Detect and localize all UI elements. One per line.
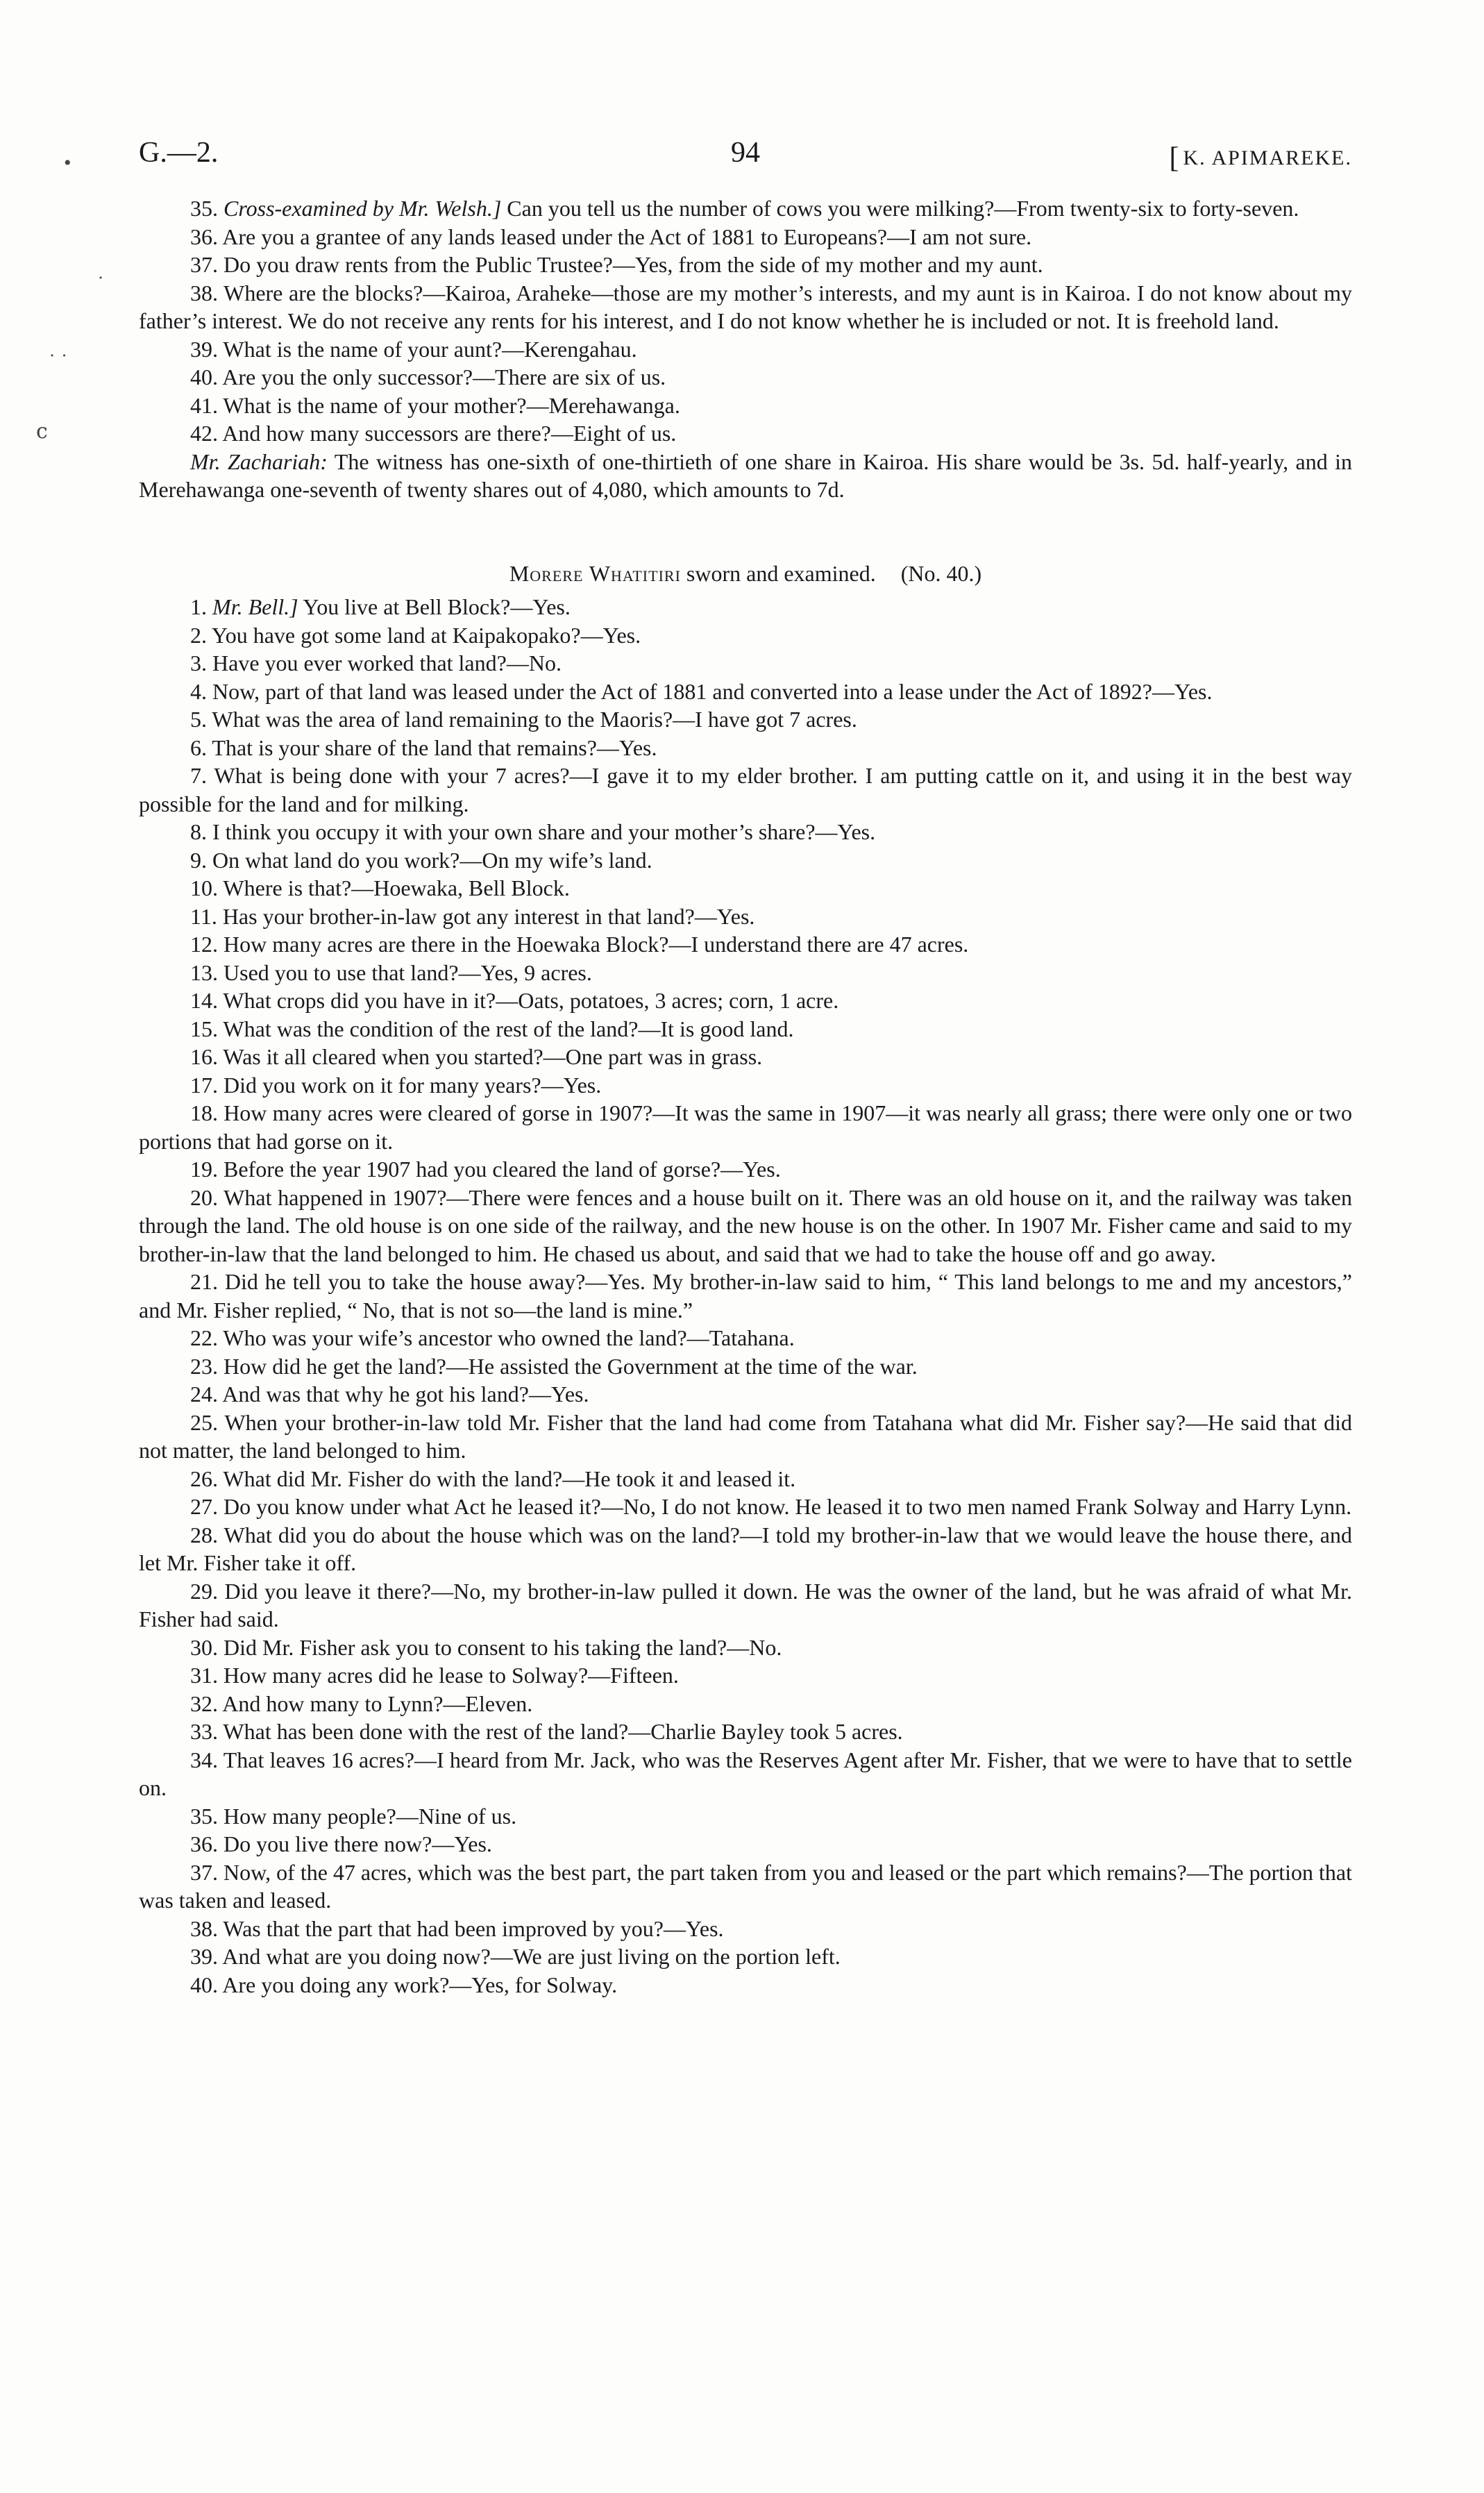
question-text: Now, of the 47 acres, which was the best part, the part taken from you and leased or the part which remains?—The portion that was taken and leased. [139, 1859, 1353, 1913]
question-text: How many acres are there in the Hoewaka Block?—I understand there are 47 acres. [224, 932, 969, 957]
question-number: 35. [190, 196, 218, 221]
question-number: 34. [190, 1747, 218, 1772]
question-text: On what land do you work?—On my wife’s land. [212, 847, 652, 873]
question-paragraph [139, 762, 1352, 818]
margin-mark: ˙ [97, 272, 104, 295]
question-text: What was the condition of the rest of the land?—It is good land. [223, 1016, 794, 1041]
question-number: 3. [190, 650, 207, 675]
question-text: Before the year 1907 had you cleared the land of gorse?—Yes. [224, 1157, 781, 1182]
question-paragraph [139, 392, 1352, 420]
question-paragraph [139, 223, 1352, 251]
question-paragraph [139, 1746, 1352, 1802]
question-paragraph [139, 194, 1352, 223]
question-paragraph [139, 1577, 1352, 1634]
question-number: 38. [190, 1915, 218, 1941]
question-number: 27. [190, 1494, 218, 1519]
question-number: 14. [190, 988, 218, 1013]
question-text: And was that why he got his land?—Yes. [222, 1382, 589, 1407]
question-number: 6. [190, 735, 207, 760]
question-number: 39. [190, 336, 218, 362]
question-text: How many acres were cleared of gorse in 1907?—It was the same in 1907—it was nearly all grass; there were only one or two portions that had gorse on it. [139, 1100, 1353, 1154]
question-text: You have got some land at Kaipakopako?—Yes. [211, 622, 641, 648]
question-paragraph [139, 678, 1352, 706]
question-paragraph [139, 959, 1352, 987]
question-paragraph [139, 1690, 1352, 1718]
question-paragraph [139, 705, 1352, 734]
question-number: 9. [190, 847, 207, 873]
question-number: 28. [190, 1522, 218, 1547]
question-paragraph [139, 1971, 1352, 1999]
question-number: 15. [190, 1016, 218, 1041]
question-text: Did Mr. Fisher ask you to consent to his taking the land?—No. [224, 1634, 782, 1660]
question-text: Has your brother-in-law got any interest in that land?—Yes. [222, 903, 755, 929]
question-number: 12. [190, 932, 218, 957]
margin-mark: • [64, 151, 71, 174]
question-number: 37. [190, 252, 218, 277]
question-number: 38. [190, 280, 218, 305]
document-body [139, 194, 1352, 1999]
question-paragraph [139, 1942, 1352, 1971]
question-text: Used you to use that land?—Yes, 9 acres. [224, 959, 592, 985]
question-text: Did you work on it for many years?—Yes. [224, 1072, 602, 1098]
question-paragraph [139, 903, 1352, 931]
question-text: When your brother-in-law told Mr. Fisher that the land had come from Tatahana what did Mr. Fisher say?—He said that did not matter, the land belonged to him. [139, 1409, 1353, 1463]
witness-number: (No. 40.) [900, 560, 982, 586]
question-text: How did he get the land?—He assisted the Government at the time of the war. [224, 1353, 918, 1379]
question-number: 10. [190, 875, 218, 900]
question-paragraph [139, 1155, 1352, 1184]
question-paragraph [139, 363, 1352, 392]
page-number: 94 [731, 137, 760, 169]
question-text: I think you occupy it with your own share and your mother’s share?—Yes. [212, 819, 876, 844]
question-text: Can you tell us the number of cows you were milking?—From twenty-six to forty-seven. [501, 196, 1299, 221]
question-paragraph [139, 1380, 1352, 1409]
question-number: 37. [190, 1859, 218, 1885]
question-text: What was the area of land remaining to the Maoris?—I have got 7 acres. [212, 707, 857, 732]
question-text: What did you do about the house which was on the land?—I told my brother-in-law that we would leave the house there, and let Mr. Fisher take it off. [139, 1522, 1353, 1575]
speaker-lead: Mr. Zachariah: [190, 448, 328, 474]
question-text: Where are the blocks?—Kairoa, Araheke—those are my mother’s interests, and my aunt is in Kairoa. I do not know about my father’s interest. We do not receive any rents for his interest, and I do not know whether he is included or not. It is freehold land. [139, 280, 1353, 333]
question-text: Where is that?—Hoewaka, Bell Block. [223, 875, 570, 900]
question-number: 24. [190, 1382, 218, 1407]
question-paragraph [139, 1071, 1352, 1100]
question-text: Did he tell you to take the house away?—Yes. My brother-in-law said to him, “ This land belongs to me and my ancestors,” and Mr. Fisher replied, “ No, that is not so—the land is mine.” [139, 1269, 1353, 1323]
question-number: 25. [190, 1409, 218, 1435]
testimony-section-2 [139, 593, 1352, 1999]
question-number: 21. [190, 1269, 218, 1294]
question-number: 23. [190, 1353, 218, 1379]
question-paragraph [139, 930, 1352, 959]
question-text: What has been done with the rest of the land?—Charlie Bayley took 5 acres. [223, 1719, 903, 1744]
question-number: 8. [190, 819, 207, 844]
question-paragraph [139, 448, 1352, 504]
question-text: Are you the only successor?—There are six of us. [222, 364, 666, 389]
question-paragraph [139, 1915, 1352, 1943]
question-text: What happened in 1907?—There were fences and a house built on it. There was an old house on it, and the railway was taken through the land. The old house is on one side of the railway, and the new house is on the other. In 1907 Mr. Fisher came and said to my brother-in-law that the land belonged to him. He chased us about, and said that we had to take the house off and go away. [139, 1184, 1353, 1266]
document-code: G.—2. [139, 137, 219, 169]
question-number: 20. [190, 1184, 218, 1210]
question-number: 1. [190, 594, 207, 619]
question-paragraph [139, 1718, 1352, 1746]
question-text: That leaves 16 acres?—I heard from Mr. Jack, who was the Reserves Agent after Mr. Fisher, that we were to have that to settle on. [139, 1747, 1353, 1800]
question-paragraph [139, 649, 1352, 678]
testimony-section-1 [139, 194, 1352, 504]
question-paragraph [139, 1015, 1352, 1043]
question-text: How many acres did he lease to Solway?—Fifteen. [224, 1663, 679, 1688]
witness-running-name: K. APIMAREKE. [1183, 146, 1352, 169]
question-text: And how many to Lynn?—Eleven. [222, 1690, 533, 1716]
question-text: What is the name of your aunt?—Kerengahau. [223, 336, 637, 362]
question-paragraph [139, 335, 1352, 364]
question-paragraph [139, 1830, 1352, 1858]
question-number: 42. [190, 421, 218, 446]
question-paragraph [139, 279, 1352, 335]
question-number: 7. [190, 763, 207, 788]
question-paragraph [139, 846, 1352, 875]
question-number: 18. [190, 1100, 218, 1125]
question-text: Do you draw rents from the Public Trustee?—Yes, from the side of my mother and my aunt. [224, 252, 1043, 277]
question-paragraph [139, 593, 1352, 621]
question-number: 4. [190, 678, 207, 704]
question-number: 32. [190, 1690, 218, 1716]
question-paragraph [139, 1521, 1352, 1577]
question-paragraph [139, 874, 1352, 903]
question-paragraph [139, 621, 1352, 650]
question-text: Who was your wife’s ancestor who owned the land?—Tatahana. [223, 1325, 795, 1350]
question-text: What did Mr. Fisher do with the land?—He took it and leased it. [223, 1466, 796, 1491]
question-paragraph [139, 1099, 1352, 1155]
question-text: Do you live there now?—Yes. [224, 1831, 492, 1856]
question-paragraph [139, 1324, 1352, 1352]
question-text: What crops did you have in it?—Oats, potatoes, 3 acres; corn, 1 acre. [223, 988, 839, 1013]
bracket-glyph: [ [1169, 142, 1181, 174]
question-number: 22. [190, 1325, 218, 1350]
margin-mark: ˙ ˙ [49, 350, 68, 373]
question-number: 41. [190, 392, 218, 418]
question-paragraph [139, 1661, 1352, 1690]
speaker-lead: Cross-examined by Mr. Welsh.] [224, 196, 502, 221]
question-paragraph [139, 1634, 1352, 1662]
question-text: Was it all cleared when you started?—One part was in grass. [223, 1044, 763, 1069]
question-text: And what are you doing now?—We are just living on the portion left. [222, 1944, 841, 1969]
question-number: 40. [190, 1972, 218, 1997]
witness-name: Morere Whatitiri [509, 560, 681, 586]
question-text: Did you leave it there?—No, my brother-in-law pulled it down. He was the owner of the land, but he was afraid of what Mr. Fisher had said. [139, 1578, 1353, 1631]
question-number: 17. [190, 1072, 218, 1098]
question-number: 19. [190, 1157, 218, 1182]
question-paragraph [139, 1043, 1352, 1071]
question-paragraph [139, 1493, 1352, 1521]
question-paragraph [139, 1184, 1352, 1268]
question-text: Are you a grantee of any lands leased under the Act of 1881 to Europeans?—I am not sure. [222, 224, 1032, 249]
question-number: 16. [190, 1044, 218, 1069]
question-paragraph [139, 1268, 1352, 1324]
question-text: Do you know under what Act he leased it?—No, I do not know. He leased it to two men named Frank Solway and Harry Lynn. [224, 1494, 1352, 1519]
question-paragraph [139, 1465, 1352, 1493]
question-paragraph [139, 734, 1352, 762]
question-number: 33. [190, 1719, 218, 1744]
speaker-lead: Mr. Bell.] [212, 594, 298, 619]
question-text: And how many successors are there?—Eight of us. [222, 421, 677, 446]
question-number: 13. [190, 959, 218, 985]
question-paragraph [139, 251, 1352, 279]
question-text: Have you ever worked that land?—No. [212, 650, 562, 675]
question-text: Are you doing any work?—Yes, for Solway. [222, 1972, 618, 1997]
question-number: 36. [190, 1831, 218, 1856]
question-text: What is being done with your 7 acres?—I gave it to my elder brother. I am putting cattle on it, and using it in the best way possible for the land and for milking. [139, 763, 1353, 816]
question-number: 26. [190, 1466, 218, 1491]
question-number: 5. [190, 707, 207, 732]
witness-heading [139, 560, 1352, 588]
question-text: That is your share of the land that remains?—Yes. [212, 735, 657, 760]
question-text: What is the name of your mother?—Merehawanga. [223, 392, 680, 418]
question-text: Was that the part that had been improved by you?—Yes. [223, 1915, 724, 1941]
question-number: 11. [190, 903, 217, 929]
question-paragraph [139, 1409, 1352, 1465]
question-number: 40. [190, 364, 218, 389]
question-number: 2. [190, 622, 207, 648]
question-number: 29. [190, 1578, 218, 1604]
question-text: How many people?—Nine of us. [224, 1803, 517, 1829]
question-paragraph [139, 1352, 1352, 1381]
question-text: Now, part of that land was leased under the Act of 1881 and converted into a lease under the Act of 1892?—Yes. [212, 678, 1213, 704]
question-text: The witness has one-sixth of one-thirtieth of one share in Kairoa. His share would be 3s. 5d. half-yearly, and in Merehawanga one-seventh of twenty shares out of 4,080, which amounts to 7d. [139, 448, 1353, 502]
question-number: 31. [190, 1663, 218, 1688]
question-paragraph [139, 987, 1352, 1015]
question-number: 35. [190, 1803, 218, 1829]
question-number: 30. [190, 1634, 218, 1660]
question-paragraph [139, 1802, 1352, 1831]
question-number: 39. [190, 1944, 218, 1969]
question-number: 36. [190, 224, 218, 249]
question-text: You live at Bell Block?—Yes. [298, 594, 571, 619]
margin-mark: ⅽ [36, 420, 48, 443]
question-paragraph [139, 419, 1352, 448]
running-head [1169, 136, 1352, 175]
question-paragraph [139, 1858, 1352, 1915]
question-paragraph [139, 818, 1352, 846]
page-header [139, 136, 1352, 178]
witness-heading-text: sworn and examined. [686, 560, 876, 586]
